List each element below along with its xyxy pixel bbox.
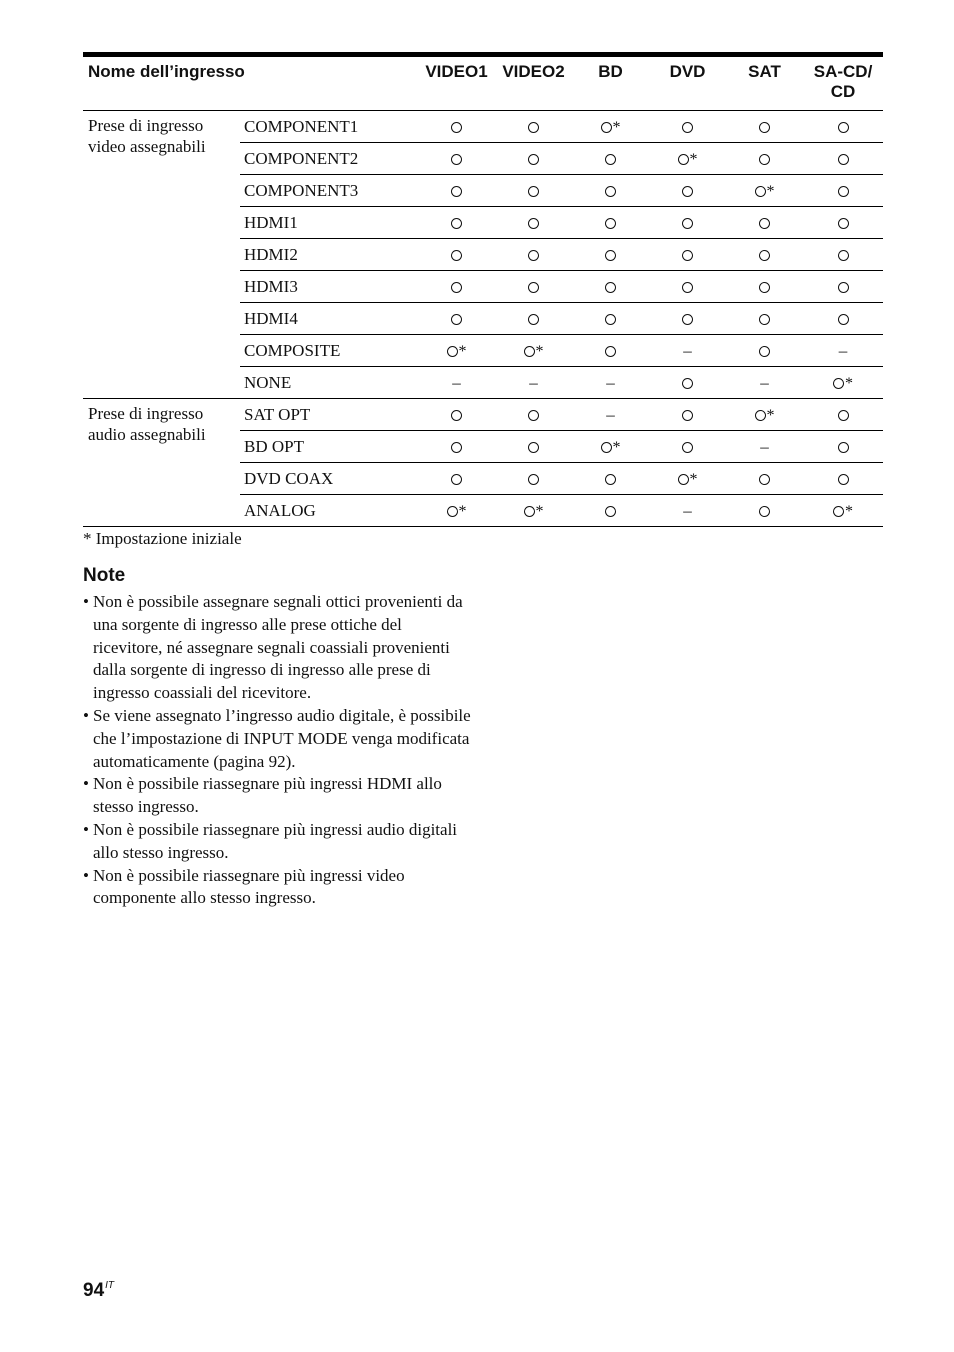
table-body xyxy=(83,111,883,527)
circle-icon xyxy=(759,218,770,229)
circle-icon xyxy=(451,218,462,229)
input-name-cell: HDMI4 xyxy=(240,303,418,335)
assignable-mark xyxy=(418,399,495,431)
circle-icon xyxy=(528,186,539,197)
not-assignable-mark xyxy=(572,399,649,431)
circle-icon xyxy=(524,506,535,517)
assignable-mark xyxy=(572,463,649,495)
circle-icon xyxy=(682,410,693,421)
assignable-mark xyxy=(572,495,649,527)
circle-icon xyxy=(838,154,849,165)
not-assignable-mark xyxy=(649,335,726,367)
assignable-mark xyxy=(726,463,803,495)
assignable-mark xyxy=(803,239,883,271)
assignable-mark xyxy=(495,207,572,239)
assignable-default-mark xyxy=(572,431,649,463)
assignable-mark xyxy=(495,271,572,303)
note-text: Non è possibile riassegnare più ingressi video componente allo stesso ingresso. xyxy=(93,865,405,908)
circle-icon xyxy=(451,154,462,165)
assignable-mark xyxy=(649,111,726,143)
assignable-mark xyxy=(418,303,495,335)
circle-icon xyxy=(759,506,770,517)
header-sacd-cd: SA-CD/ CD xyxy=(813,62,873,101)
default-asterisk: * xyxy=(845,502,854,520)
header-bd: BD xyxy=(598,62,623,81)
dash-mark: – xyxy=(683,500,692,520)
footnote: * Impostazione iniziale xyxy=(83,529,242,548)
circle-icon xyxy=(605,186,616,197)
circle-icon xyxy=(838,186,849,197)
assignable-mark xyxy=(418,271,495,303)
assignable-mark xyxy=(495,143,572,175)
default-asterisk: * xyxy=(535,502,544,520)
assignable-mark xyxy=(803,303,883,335)
assignable-mark xyxy=(649,399,726,431)
assignable-default-mark xyxy=(649,463,726,495)
assignable-default-mark xyxy=(726,399,803,431)
assignable-mark xyxy=(418,175,495,207)
input-name-cell: DVD COAX xyxy=(240,463,418,495)
circle-icon xyxy=(601,442,612,453)
note-text: Non è possibile assegnare segnali ottici provenienti da una sorgente di ingresso alle prese ottiche del ricevitore, né assegnare segnali coassiali provenienti dalla sorgente di ingresso di ingresso alle prese di ingresso coassiali del ricevitore. xyxy=(93,592,463,703)
note-item xyxy=(83,819,473,865)
note-text: Se viene assegnato l’ingresso audio digitale, è possibile che l’impostazione di INPUT MODE venga modificata automaticamente (pagina 92). xyxy=(93,705,471,771)
circle-icon xyxy=(528,410,539,421)
circle-icon xyxy=(838,282,849,293)
bullet-icon: • xyxy=(83,865,89,885)
circle-icon xyxy=(682,282,693,293)
default-asterisk: * xyxy=(612,438,621,456)
circle-icon xyxy=(528,250,539,261)
assignable-default-mark xyxy=(418,495,495,527)
input-name-cell: COMPONENT3 xyxy=(240,175,418,207)
input-name-cell: ANALOG xyxy=(240,495,418,527)
header-dvd: DVD xyxy=(669,62,706,81)
dash-mark: – xyxy=(606,404,615,424)
circle-icon xyxy=(451,250,462,261)
dash-mark: – xyxy=(760,436,769,456)
dash-mark: – xyxy=(683,340,692,360)
circle-icon xyxy=(682,186,693,197)
circle-icon xyxy=(755,410,766,421)
assignable-mark xyxy=(726,495,803,527)
circle-icon xyxy=(528,314,539,325)
assignable-mark xyxy=(572,175,649,207)
assignable-mark xyxy=(495,111,572,143)
assignable-mark xyxy=(572,207,649,239)
input-name-cell: BD OPT xyxy=(240,431,418,463)
assignable-mark xyxy=(649,431,726,463)
input-name-cell: SAT OPT xyxy=(240,399,418,431)
input-name-cell: HDMI2 xyxy=(240,239,418,271)
assignable-mark xyxy=(649,271,726,303)
circle-icon xyxy=(682,122,693,133)
assignable-mark xyxy=(495,431,572,463)
page-number xyxy=(83,1280,114,1302)
bullet-icon: • xyxy=(83,774,89,794)
default-asterisk: * xyxy=(535,342,544,360)
circle-icon xyxy=(759,250,770,261)
dash-mark: – xyxy=(529,372,538,392)
circle-icon xyxy=(451,442,462,453)
input-assignment-table-container xyxy=(83,52,883,527)
header-video2: VIDEO2 xyxy=(502,62,565,81)
assignable-mark xyxy=(572,143,649,175)
circle-icon xyxy=(682,250,693,261)
assignable-mark xyxy=(726,271,803,303)
default-asterisk: * xyxy=(458,502,467,520)
circle-icon xyxy=(605,218,616,229)
circle-icon xyxy=(451,314,462,325)
assignable-default-mark xyxy=(803,495,883,527)
dash-mark: – xyxy=(760,372,769,392)
default-asterisk: * xyxy=(766,406,775,424)
notes-title: Note xyxy=(83,565,126,586)
default-asterisk: * xyxy=(689,470,698,488)
assignable-default-mark xyxy=(418,335,495,367)
circle-icon xyxy=(838,250,849,261)
notes-list xyxy=(83,591,473,910)
assignable-default-mark xyxy=(649,143,726,175)
input-name-cell: HDMI1 xyxy=(240,207,418,239)
circle-icon xyxy=(833,506,844,517)
not-assignable-mark xyxy=(572,367,649,399)
circle-icon xyxy=(759,154,770,165)
assignable-mark xyxy=(803,111,883,143)
assignable-mark xyxy=(649,303,726,335)
circle-icon xyxy=(451,410,462,421)
note-item xyxy=(83,591,473,705)
circle-icon xyxy=(528,442,539,453)
not-assignable-mark xyxy=(726,431,803,463)
circle-icon xyxy=(605,506,616,517)
assignable-mark xyxy=(726,207,803,239)
input-name-cell: COMPOSITE xyxy=(240,335,418,367)
assignable-mark xyxy=(803,143,883,175)
assignable-mark xyxy=(803,431,883,463)
circle-icon xyxy=(759,474,770,485)
not-assignable-mark xyxy=(726,367,803,399)
circle-icon xyxy=(755,186,766,197)
assignable-mark xyxy=(572,303,649,335)
circle-icon xyxy=(838,122,849,133)
not-assignable-mark xyxy=(418,367,495,399)
bullet-icon: • xyxy=(83,592,89,611)
assignable-mark xyxy=(803,271,883,303)
not-assignable-mark xyxy=(649,495,726,527)
circle-icon xyxy=(838,314,849,325)
assignable-mark xyxy=(726,143,803,175)
circle-icon xyxy=(447,506,458,517)
assignable-mark xyxy=(726,239,803,271)
header-sat: SAT xyxy=(748,62,781,81)
circle-icon xyxy=(682,442,693,453)
circle-icon xyxy=(451,282,462,293)
circle-icon xyxy=(838,410,849,421)
note-text: Non è possibile riassegnare più ingressi audio digitali allo stesso ingresso. xyxy=(93,819,458,862)
circle-icon xyxy=(528,474,539,485)
assignable-mark xyxy=(495,239,572,271)
page-language-suffix: IT xyxy=(105,1280,115,1291)
assignable-mark xyxy=(649,239,726,271)
assignable-mark xyxy=(495,399,572,431)
circle-icon xyxy=(447,346,458,357)
default-asterisk: * xyxy=(845,374,854,392)
assignable-mark xyxy=(418,111,495,143)
circle-icon xyxy=(678,154,689,165)
assignable-mark xyxy=(803,175,883,207)
assignable-default-mark xyxy=(572,111,649,143)
not-assignable-mark xyxy=(803,335,883,367)
assignable-mark xyxy=(418,431,495,463)
circle-icon xyxy=(451,186,462,197)
circle-icon xyxy=(759,122,770,133)
table-header-row xyxy=(83,55,883,111)
circle-icon xyxy=(451,474,462,485)
circle-icon xyxy=(451,122,462,133)
circle-icon xyxy=(528,154,539,165)
input-name-cell: COMPONENT2 xyxy=(240,143,418,175)
note-item xyxy=(83,865,473,911)
assignable-default-mark xyxy=(495,335,572,367)
note-item xyxy=(83,705,473,773)
default-asterisk: * xyxy=(612,118,621,136)
assignable-mark xyxy=(418,207,495,239)
assignable-mark xyxy=(726,303,803,335)
bullet-icon: • xyxy=(83,819,89,839)
assignable-mark xyxy=(803,399,883,431)
not-assignable-mark xyxy=(495,367,572,399)
circle-icon xyxy=(605,314,616,325)
circle-icon xyxy=(682,314,693,325)
assignable-mark xyxy=(726,111,803,143)
dash-mark: – xyxy=(606,372,615,392)
assignable-mark xyxy=(418,143,495,175)
assignable-mark xyxy=(572,239,649,271)
circle-icon xyxy=(605,154,616,165)
header-input-name: Nome dell’ingresso xyxy=(88,62,245,81)
default-asterisk: * xyxy=(458,342,467,360)
circle-icon xyxy=(682,218,693,229)
circle-icon xyxy=(759,314,770,325)
circle-icon xyxy=(605,282,616,293)
default-asterisk: * xyxy=(689,150,698,168)
note-item xyxy=(83,773,473,819)
header-video1: VIDEO1 xyxy=(425,62,488,81)
circle-icon xyxy=(838,218,849,229)
input-name-cell: HDMI3 xyxy=(240,271,418,303)
page-number-value: 94 xyxy=(83,1280,105,1301)
circle-icon xyxy=(528,218,539,229)
assignable-mark xyxy=(649,367,726,399)
circle-icon xyxy=(682,378,693,389)
bullet-icon: • xyxy=(83,705,89,725)
assignable-default-mark xyxy=(726,175,803,207)
assignable-default-mark xyxy=(495,495,572,527)
default-asterisk: * xyxy=(766,182,775,200)
input-name-cell: NONE xyxy=(240,367,418,399)
assignable-mark xyxy=(418,463,495,495)
assignable-mark xyxy=(803,207,883,239)
circle-icon xyxy=(838,442,849,453)
assignable-mark xyxy=(726,335,803,367)
circle-icon xyxy=(605,250,616,261)
group-label: Prese di ingresso video assegnabili xyxy=(83,111,240,399)
assignable-mark xyxy=(649,175,726,207)
assignable-mark xyxy=(495,463,572,495)
input-name-cell: COMPONENT1 xyxy=(240,111,418,143)
circle-icon xyxy=(759,282,770,293)
dash-mark: – xyxy=(838,340,848,360)
assignable-mark xyxy=(572,335,649,367)
dash-mark: – xyxy=(452,372,461,392)
circle-icon xyxy=(528,282,539,293)
circle-icon xyxy=(524,346,535,357)
circle-icon xyxy=(833,378,844,389)
assignable-default-mark xyxy=(803,367,883,399)
assignable-mark xyxy=(649,207,726,239)
circle-icon xyxy=(528,122,539,133)
input-assignment-table xyxy=(83,52,883,527)
circle-icon xyxy=(605,474,616,485)
assignable-mark xyxy=(572,271,649,303)
assignable-mark xyxy=(803,463,883,495)
circle-icon xyxy=(605,346,616,357)
table-row xyxy=(83,399,883,431)
circle-icon xyxy=(838,474,849,485)
circle-icon xyxy=(678,474,689,485)
assignable-mark xyxy=(495,175,572,207)
assignable-mark xyxy=(495,303,572,335)
assignable-mark xyxy=(418,239,495,271)
table-row xyxy=(83,111,883,143)
group-label: Prese di ingresso audio assegnabili xyxy=(83,399,240,527)
note-text: Non è possibile riassegnare più ingressi HDMI allo stesso ingresso. xyxy=(93,774,442,817)
circle-icon xyxy=(759,346,770,357)
circle-icon xyxy=(601,122,612,133)
